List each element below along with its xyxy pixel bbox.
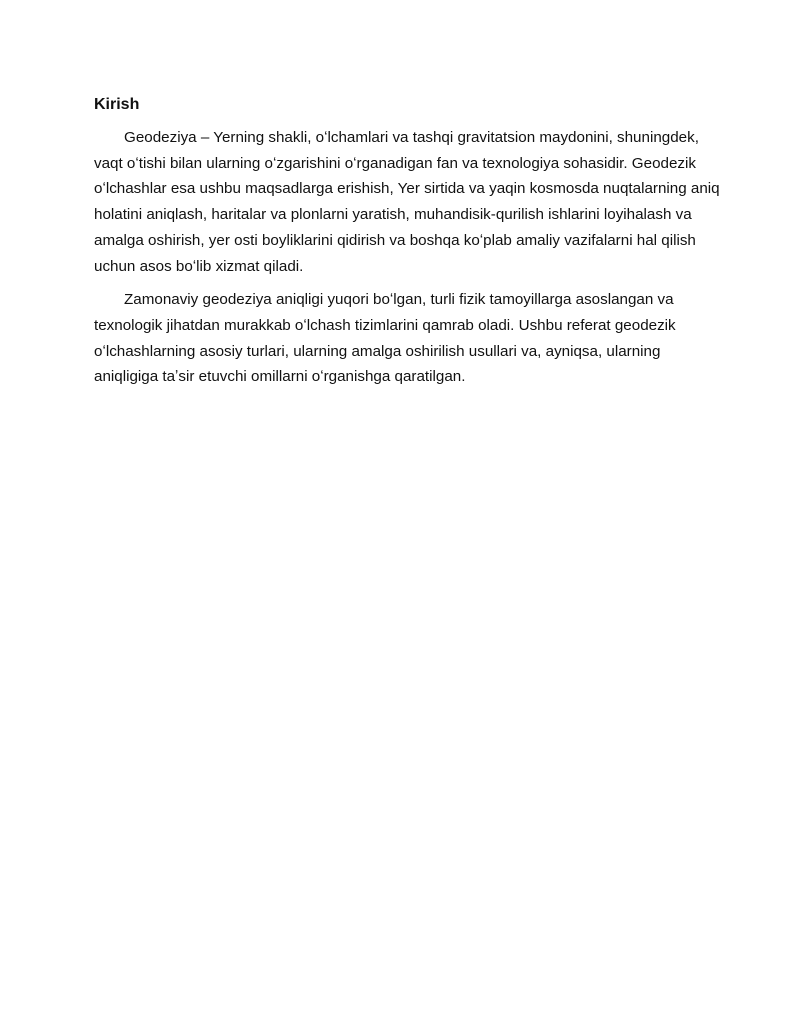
paragraph-intro: Geodeziya – Yerning shakli, oʻlchamlari va tashqi gravitatsion maydonini, shuningdek, vaqt oʻtishi bilan ularning oʻzgarishini oʻrganadigan fan va texnologiya sohasidir. Geodezik oʻlchashlar esa ushbu maqsadlarga erishish, Yer sirtida va yaqin kosmosda nuqtalarning aniq holatini aniqlash, haritalar va plonlarni yaratish, muhandisik-qurilish ishlarini loyihalash va amalga oshirish, yer osti boyliklarini qidirish va boshqa koʻplab amaliy vazifalarni hal qilish uchun asos boʻlib xizmat qiladi. [94,129,720,275]
document-body [94,95,720,398]
paragraph-scope: Zamonaviy geodeziya aniqligi yuqori boʻlgan, turli fizik tamoyillarga asoslangan va texnologik jihatdan murakkab oʻlchash tizimlarini qamrab oladi. Ushbu referat geodezik oʻlchashlarning asosiy turlari, ularning amalga oshirilish usullari va, ayniqsa, ularning aniqligiga taʼsir etuvchi omillarni oʻrganishga qaratilgan. [94,291,676,386]
section-heading: Kirish [94,96,140,113]
